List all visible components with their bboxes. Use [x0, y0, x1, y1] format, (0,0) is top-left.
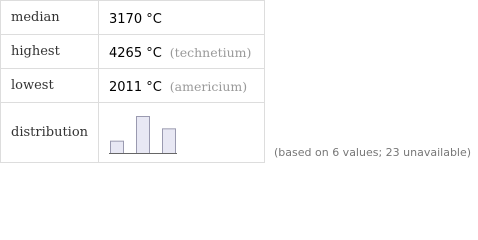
median-value: 3170 °C — [109, 12, 162, 27]
row-value-highest — [99, 35, 265, 69]
lowest-element-note: (americium) — [169, 79, 248, 94]
row-value-distribution — [99, 103, 265, 163]
statistics-table — [0, 0, 265, 163]
row-value-lowest — [99, 69, 265, 103]
distribution-histogram — [109, 113, 189, 157]
highest-value: 4265 °C — [109, 46, 162, 61]
row-value-median — [99, 1, 265, 35]
histogram-bar — [111, 141, 124, 153]
table-row-lowest — [1, 69, 265, 103]
row-label-lowest: lowest — [1, 69, 99, 103]
table-row-median — [1, 1, 265, 35]
values-footnote: (based on 6 values; 23 unavailable) — [274, 146, 472, 159]
table-row-distribution — [1, 103, 265, 163]
histogram-bar — [137, 116, 150, 153]
histogram-bar — [163, 128, 176, 153]
row-label-distribution: distribution — [1, 103, 99, 163]
highest-element-note: (technetium) — [169, 45, 252, 60]
table-row-highest — [1, 35, 265, 69]
lowest-value: 2011 °C — [109, 80, 162, 95]
row-label-median: median — [1, 1, 99, 35]
row-label-highest: highest — [1, 35, 99, 69]
